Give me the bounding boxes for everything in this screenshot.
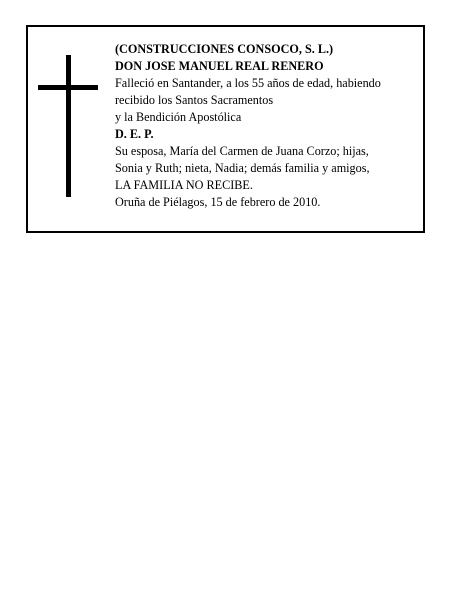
family-line: Su esposa, María del Carmen de Juana Corzo; hijas, bbox=[115, 144, 369, 158]
body-line: y la Bendición Apostólica bbox=[115, 110, 242, 124]
body-line: recibido los Santos Sacramentos bbox=[115, 93, 274, 107]
body-line: Falleció en Santander, a los 55 años de edad, habiendo bbox=[115, 76, 381, 90]
cross-vertical-bar bbox=[66, 55, 71, 197]
deceased-name: DON JOSE MANUEL REAL RENERO bbox=[115, 59, 324, 73]
company-name: (CONSTRUCCIONES CONSOCO, S. L.) bbox=[115, 42, 334, 56]
place-date: Oruña de Piélagos, 15 de febrero de 2010. bbox=[115, 195, 321, 209]
notice-text bbox=[115, 41, 420, 211]
family-line: Sonia y Ruth; nieta, Nadia; demás familia y amigos, bbox=[115, 161, 370, 175]
cross-horizontal-bar bbox=[38, 85, 98, 90]
family-line: LA FAMILIA NO RECIBE. bbox=[115, 178, 253, 192]
obituary-notice bbox=[26, 25, 425, 233]
dep-line: D. E. P. bbox=[115, 127, 154, 141]
